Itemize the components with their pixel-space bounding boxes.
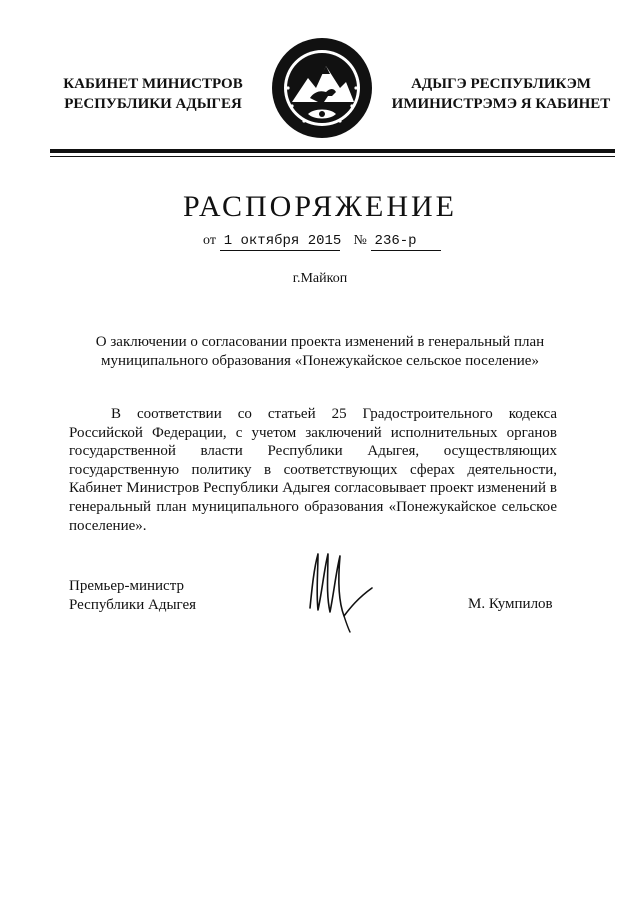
number-prefix: № [353, 233, 367, 248]
document-body [69, 405, 557, 535]
document-date: 1 октября 2015 [220, 233, 340, 251]
header-rule-thick [50, 149, 615, 153]
emblem-seal-icon [270, 36, 374, 140]
signatory-position-line1: Премьер-министр [69, 578, 184, 594]
document-title: РАСПОРЯЖЕНИЕ [182, 190, 458, 223]
header-right-line2: ИМИНИСТРЭМЭ Я КАБИНЕТ [391, 96, 611, 112]
header-left-line1: КАБИНЕТ МИНИСТРОВ [63, 76, 243, 92]
signatory-position [69, 577, 196, 615]
date-number-line [203, 232, 441, 251]
signatory-position-line2: Республики Адыгея [69, 597, 197, 613]
document-subject [70, 333, 570, 371]
document-number: 236-р [371, 233, 441, 251]
header-rule-thin [50, 156, 615, 157]
body-paragraph: В соответствии со статьей 25 Градостроительного кодекса Российской Федерации, с учетом заключений исполнительных органов государственной власти Республики Адыгея, осуществляющих государственную политику в соответствующих сферах деятельности, Кабинет Министров Республики Адыгея согласовывает проект изменений в генеральный план муниципального образования «Понежукайское сельское поселение». [69, 406, 557, 534]
header-right-line1: АДЫГЭ РЕСПУБЛИКЭМ [411, 76, 591, 92]
subject-line1: О заключении о согласовании проекта изменений в генеральный план [95, 334, 545, 350]
header-left-line2: РЕСПУБЛИКИ АДЫГЕЯ [64, 96, 242, 112]
header-left-block [58, 74, 248, 114]
signatory-name: М. Кумпилов [468, 596, 553, 612]
handwritten-signature-icon [298, 548, 378, 634]
document-city: г.Майкоп [292, 271, 348, 286]
date-prefix: от [203, 233, 216, 248]
subject-line2: муниципального образования «Понежукайское сельское поселение» [101, 353, 539, 369]
header-right-block [386, 74, 616, 114]
